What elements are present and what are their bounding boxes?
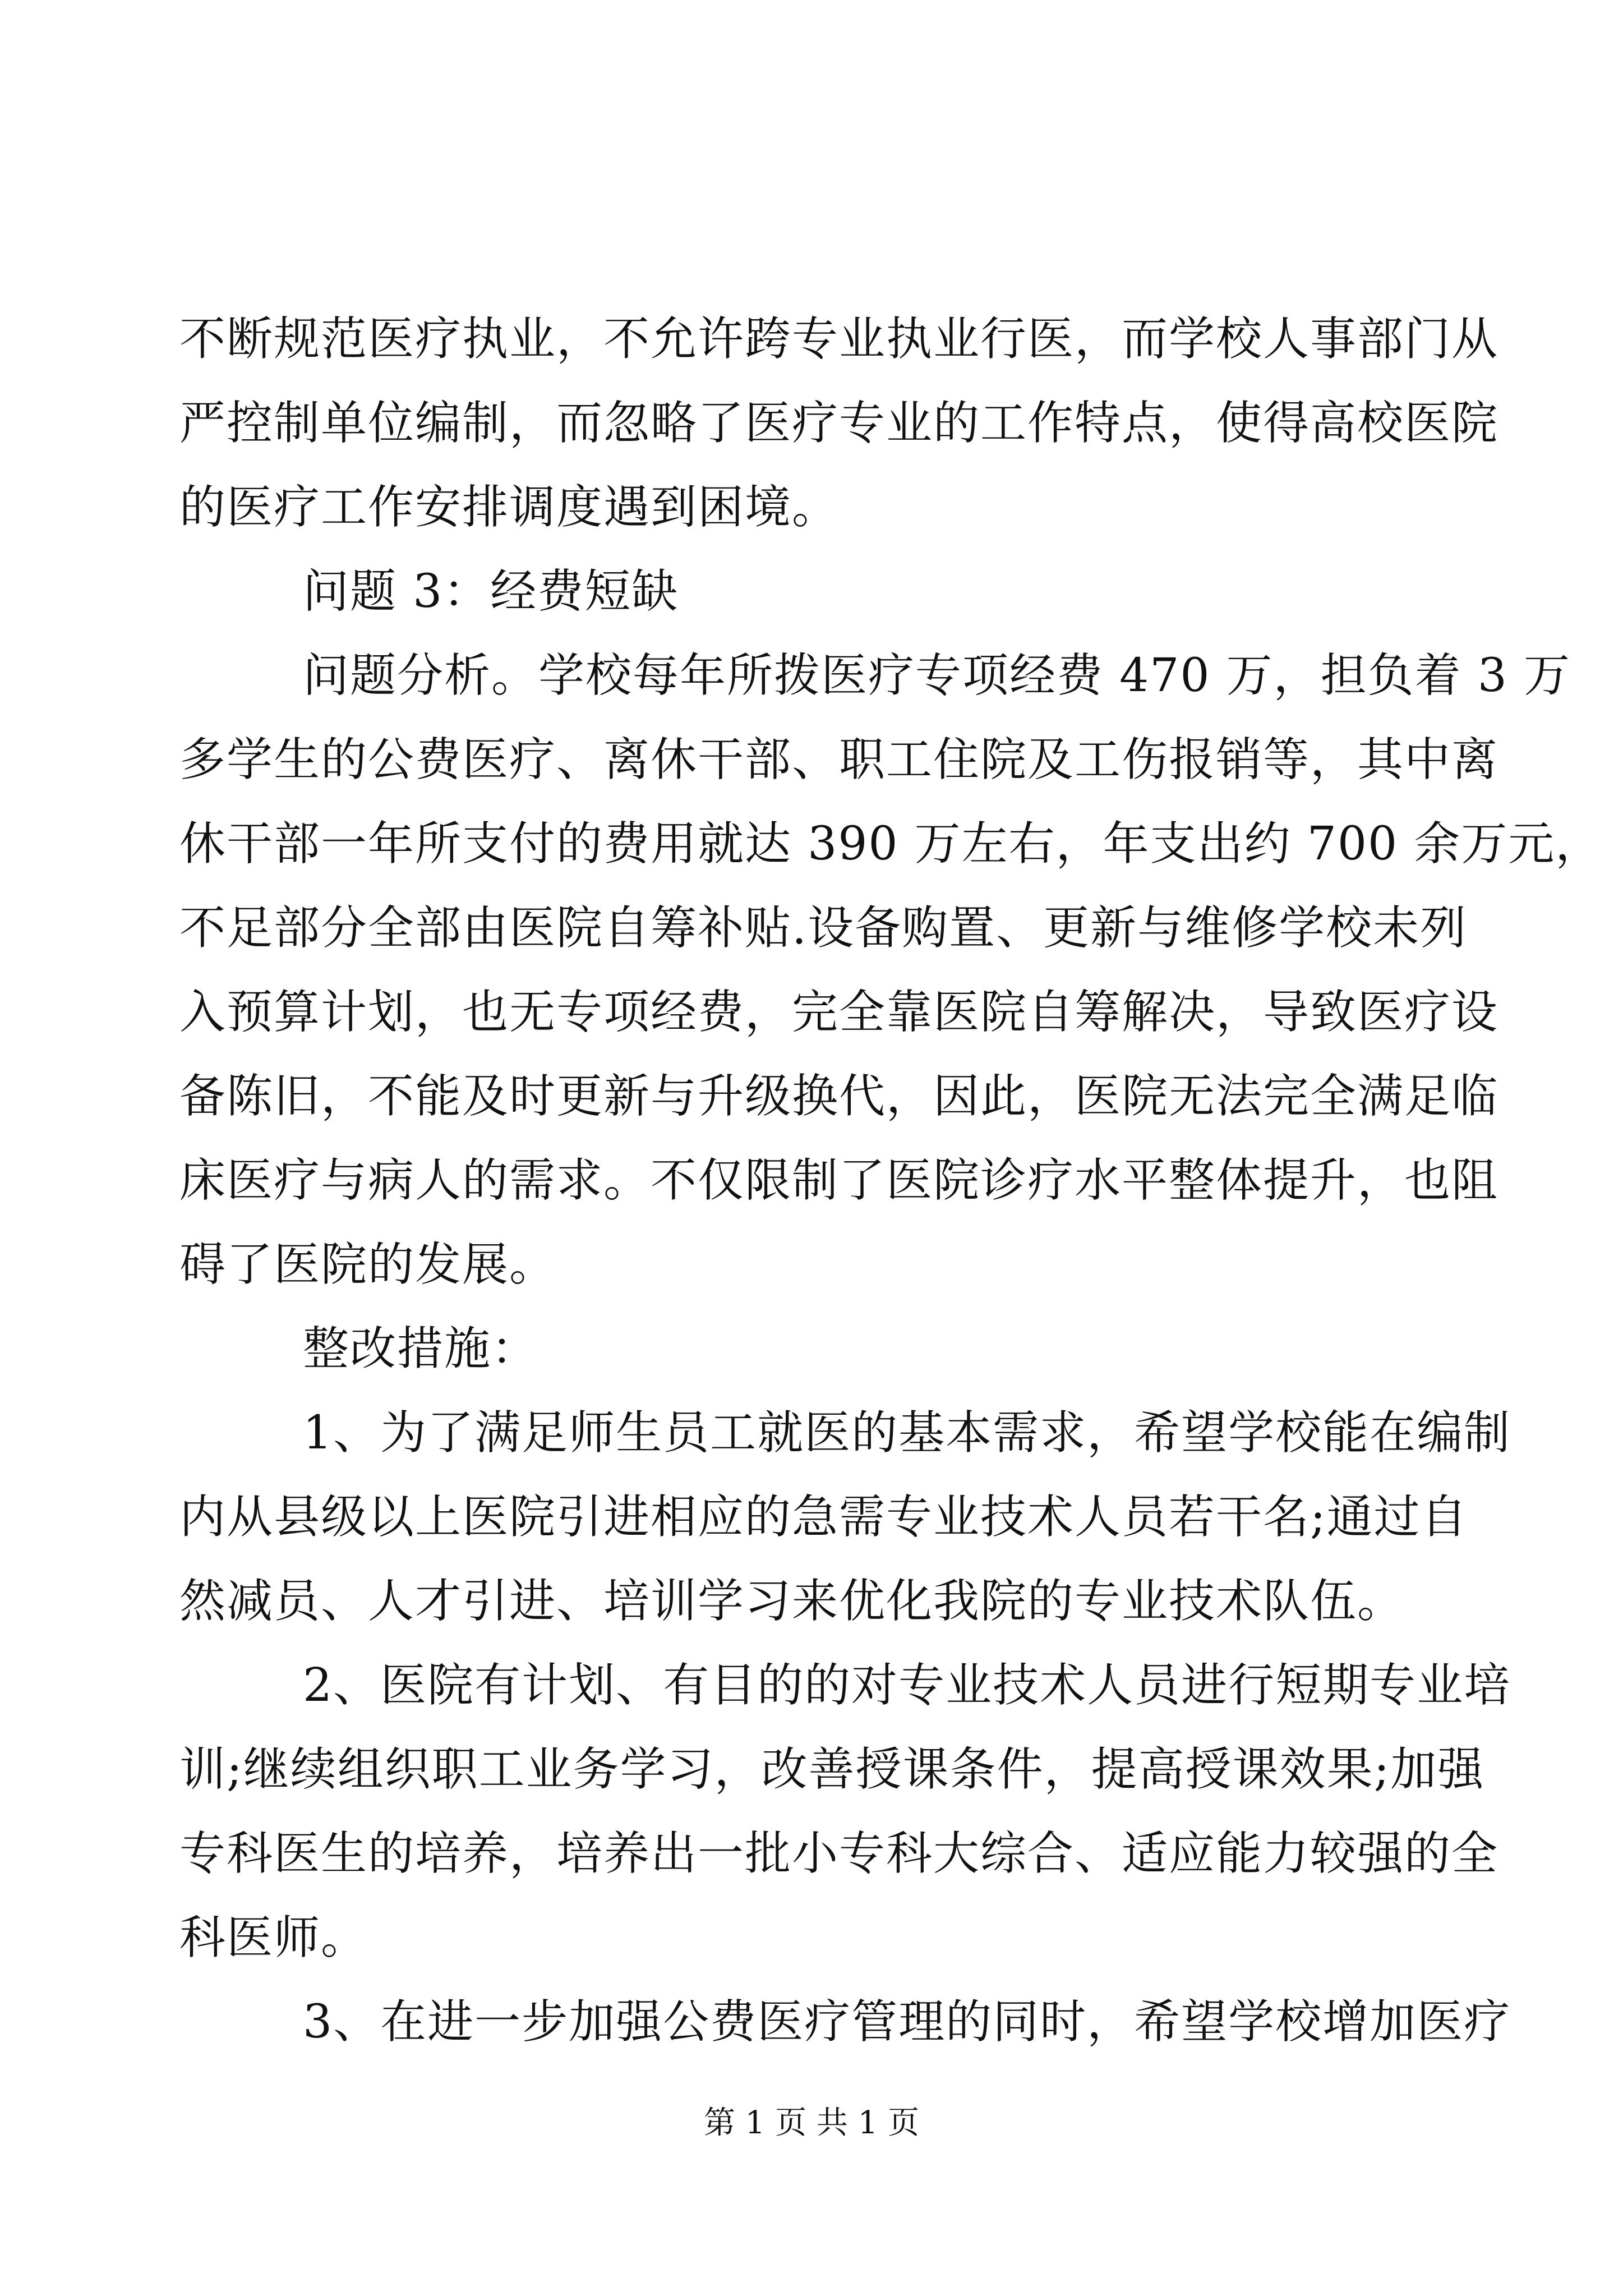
text-line: 碍了医院的发展。 — [179, 1238, 557, 1291]
text-line: 3、在进一步加强公费医疗管理的同时，希望学校增加医疗 — [303, 1995, 1511, 2049]
text-line: 入预算计划，也无专项经费，完全靠医院自筹解决，导致医疗设 — [179, 986, 1499, 1039]
text-line: 1、为了满足师生员工就医的基本需求，希望学校能在编制 — [303, 1406, 1511, 1460]
text-line: 专科医生的培养，培养出一批小专科大综合、适应能力较强的全 — [179, 1827, 1499, 1880]
text-line: 科医师。 — [179, 1911, 368, 1964]
text-line: 不断规范医疗执业，不允许跨专业执业行医，而学校人事部门从 — [179, 312, 1499, 366]
text-line: 严控制单位编制，而忽略了医疗专业的工作特点，使得高校医院 — [179, 397, 1499, 450]
page-footer: 第 1 页 共 1 页 — [703, 2105, 920, 2141]
text-line: 休干部一年所支付的费用就达 390 万左右，年支出约 700 余万元， — [179, 817, 1603, 871]
section-heading: 整改措施： — [303, 1322, 539, 1375]
text-line: 备陈旧，不能及时更新与升级换代，因此，医院无法完全满足临 — [179, 1070, 1499, 1123]
text-line: 2、医院有计划、有目的的对专业技术人员进行短期专业培 — [303, 1659, 1511, 1712]
text-line: 然减员、人才引进、培训学习来优化我院的专业技术队伍。 — [179, 1575, 1405, 1628]
text-line: 床医疗与病人的需求。不仅限制了医院诊疗水平整体提升，也阻 — [179, 1154, 1499, 1207]
text-line: 问题分析。学校每年所拨医疗专项经费 470 万，担负着 3 万 — [303, 649, 1571, 702]
text-line: 训;继续组织职工业务学习，改善授课条件，提高授课效果;加强 — [179, 1743, 1485, 1796]
text-line: 内从县级以上医院引进相应的急需专业技术人员若干名;通过自 — [179, 1490, 1468, 1544]
text-line: 多学生的公费医疗、离休干部、职工住院及工伤报销等，其中离 — [179, 733, 1499, 786]
text-line: 不足部分全部由医院自筹补贴.设备购置、更新与维修学校未列 — [179, 901, 1468, 955]
text-line: 的医疗工作安排调度遇到困境。 — [179, 481, 840, 534]
section-heading: 问题 3：经费短缺 — [303, 565, 679, 618]
